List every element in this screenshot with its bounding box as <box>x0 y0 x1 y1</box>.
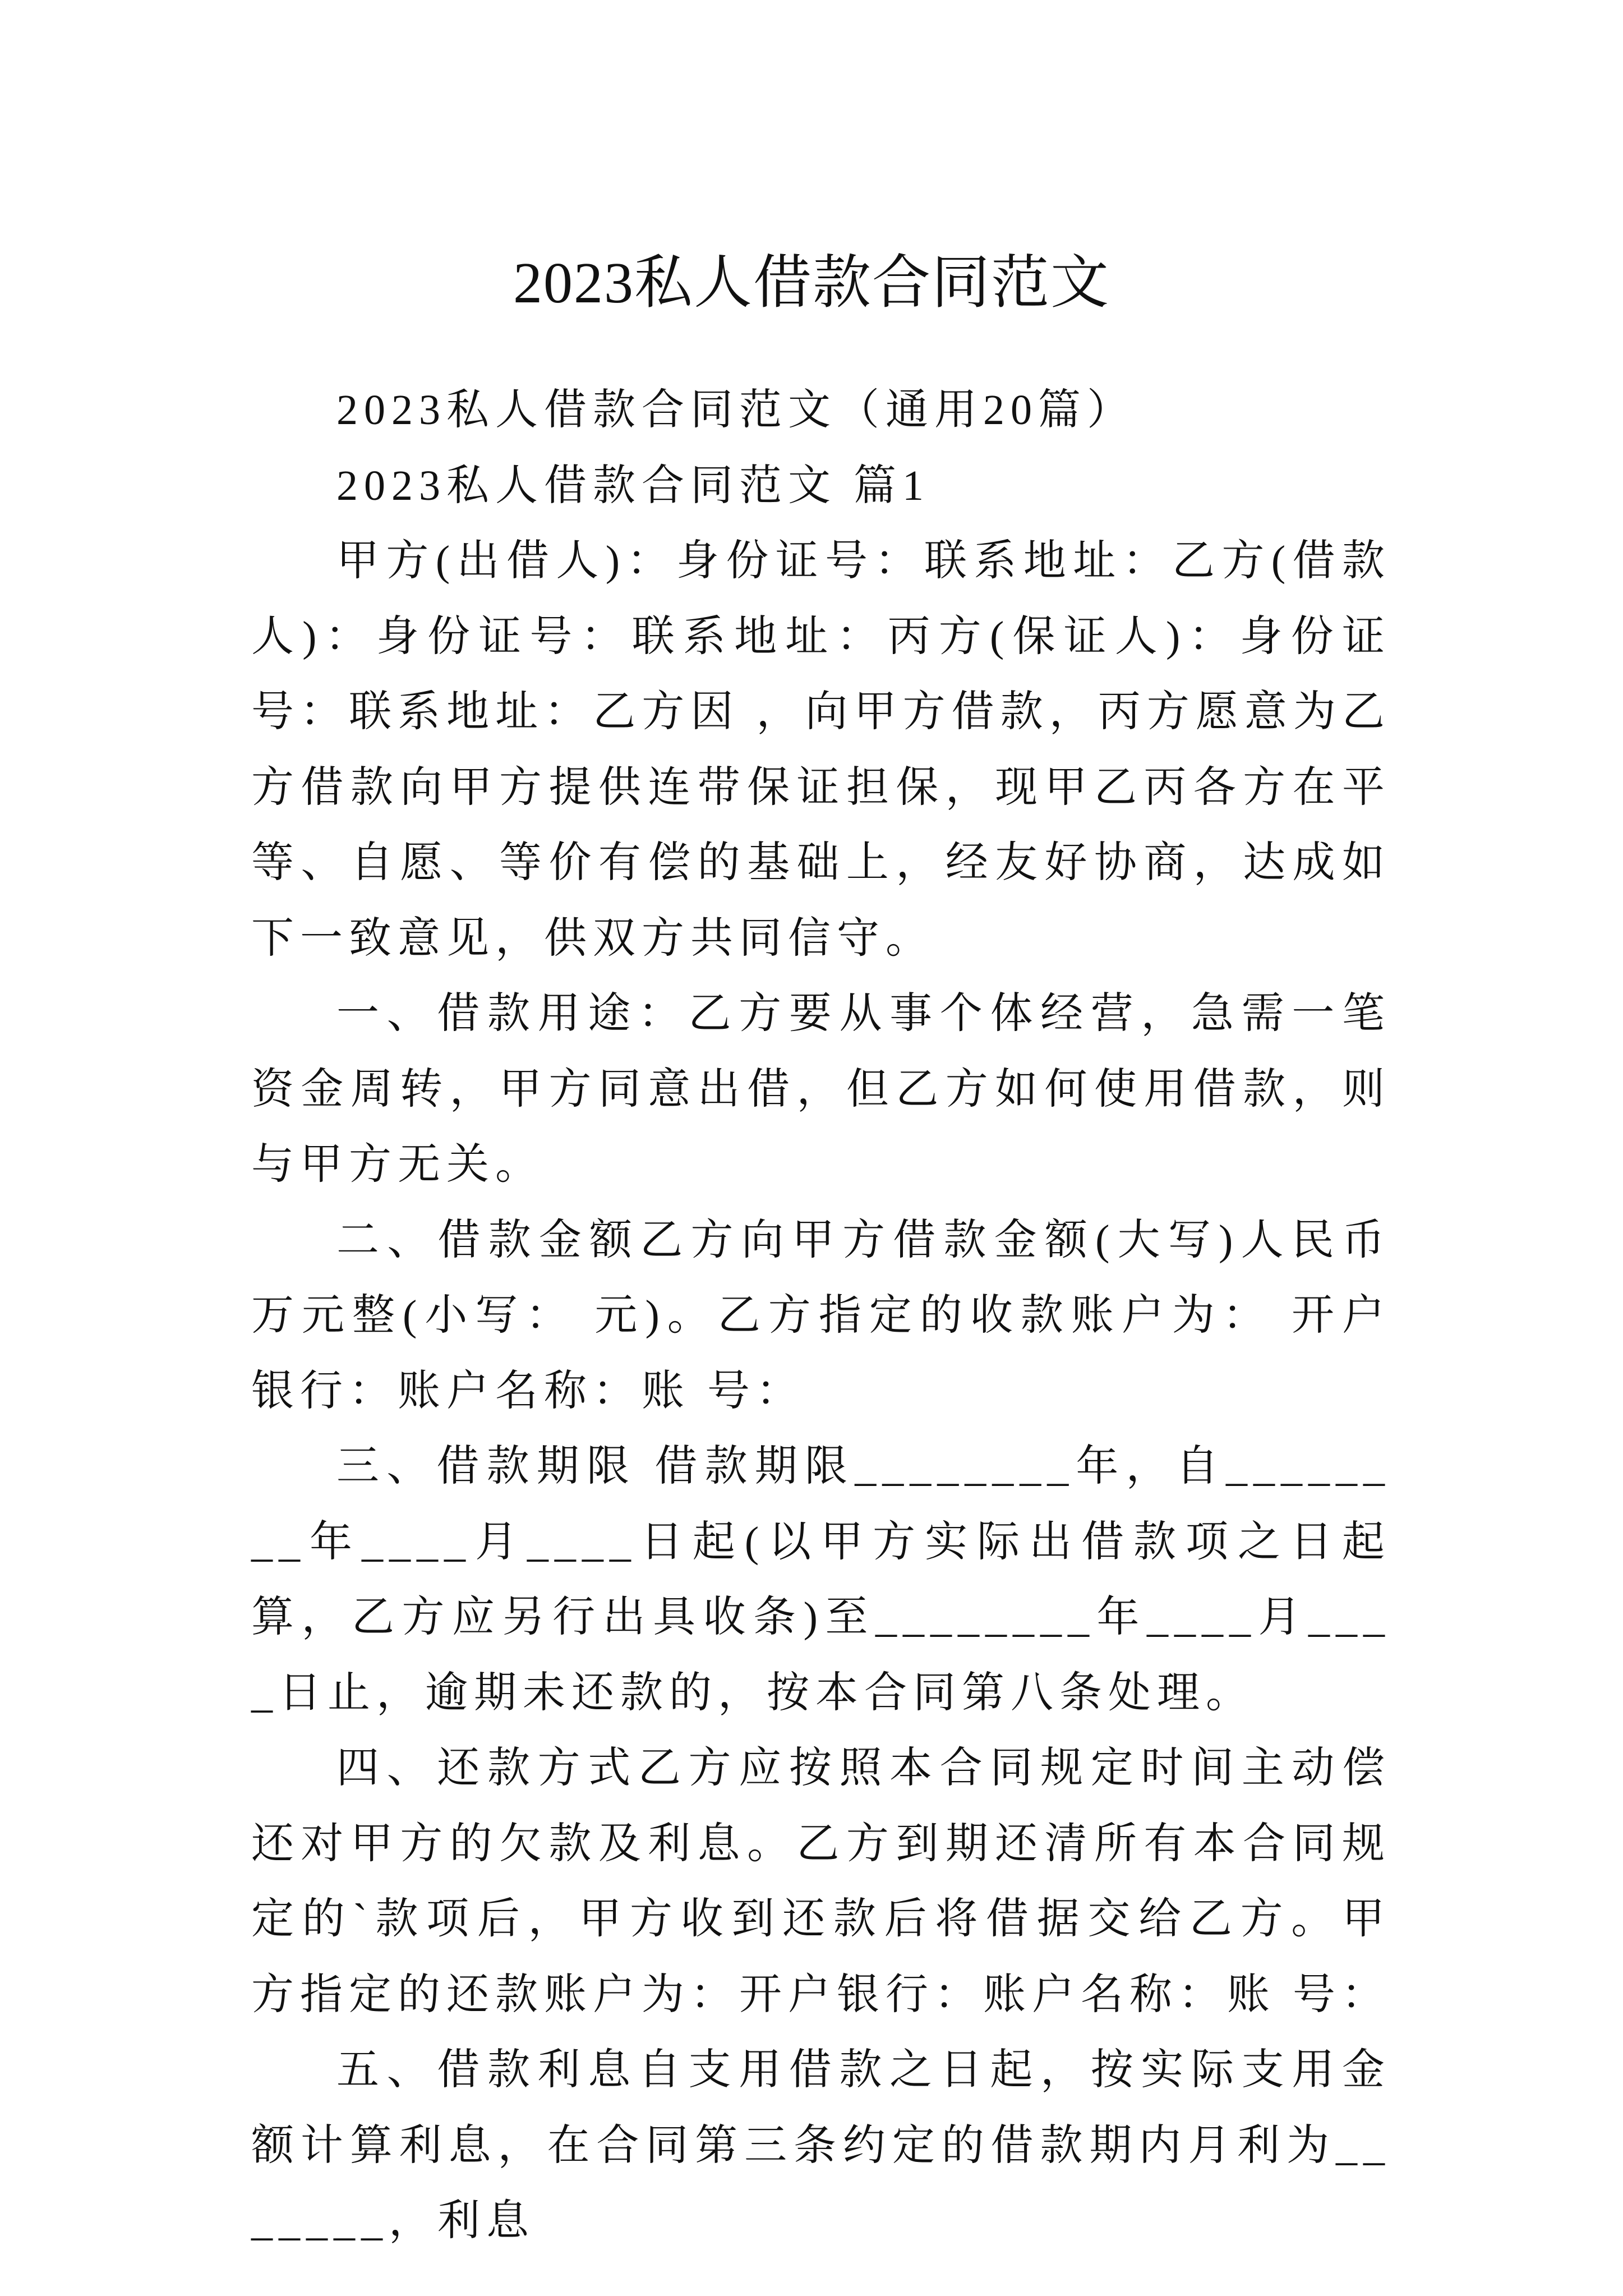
paragraph-clause-3: 三、借款期限 借款期限________年，自________年____月____日起(以甲方实际出借款项之日起算，乙方应另行出具收条)至________年____月____日止，逾期未还款的，按本合同第八条处理。 <box>251 1443 1391 1717</box>
paragraph-clause-4: 四、还款方式乙方应按照本合同规定时间主动偿还对甲方的欠款及利息。乙方到期还清所有本合同规定的`款项后，甲方收到还款后将借据交给乙方。甲方指定的还款账户为：开户银行：账户名称：账 号： <box>251 1745 1391 2018</box>
document-body <box>251 372 1391 2259</box>
paragraph-clause-5: 五、借款利息自支用借款之日起，按实际支用金额计算利息，在合同第三条约定的借款期内月利为_______，利息 <box>251 2046 1391 2244</box>
paragraph-clause-2: 二、借款金额乙方向甲方借款金额(大写)人民币 万元整(小写： 元)。乙方指定的收款账户为： 开户银行：账户名称：账 号： <box>251 1216 1391 1415</box>
paragraph-parties: 甲方(出借人)：身份证号：联系地址：乙方(借款人)：身份证号：联系地址：丙方(保证人)：身份证号：联系地址：乙方因 ，向甲方借款，丙方愿意为乙方借款向甲方提供连带保证担保，现甲乙丙各方在平等、自愿、等价有偿的基础上，经友好协商，达成如下一致意见，供双方共同信守。 <box>251 537 1391 962</box>
doc-subtitle: 2023私人借款合同范文（通用20篇） <box>336 386 1136 434</box>
document-title: 2023私人借款合同范文 <box>513 250 1110 315</box>
paragraph-clause-1: 一、借款用途：乙方要从事个体经营，急需一笔资金周转，甲方同意出借，但乙方如何使用借款，则与甲方无关。 <box>251 990 1391 1188</box>
section-heading: 2023私人借款合同范文 篇1 <box>336 462 930 509</box>
